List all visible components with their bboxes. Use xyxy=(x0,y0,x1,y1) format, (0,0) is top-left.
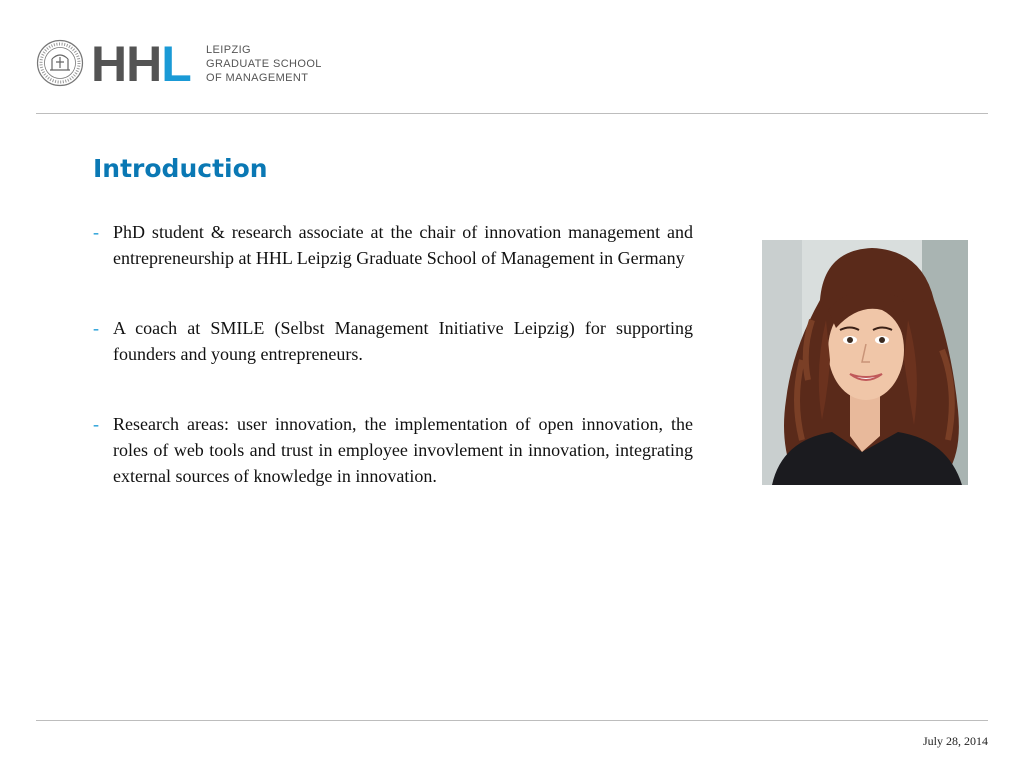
header-divider xyxy=(36,113,988,114)
slide-title: Introduction xyxy=(93,154,268,183)
footer-date: July 28, 2014 xyxy=(922,734,988,748)
university-seal-icon xyxy=(36,39,84,87)
logo-subtitle xyxy=(206,43,322,85)
bullet-marker: - xyxy=(93,318,99,338)
bullet-text: PhD student & research associate at the chair of innovation management and entrepreneurship at HHL Leipzig Graduate School of Management in Germany xyxy=(113,222,693,268)
bullet-text: Research areas: user innovation, the implementation of open innovation, the roles of web tools and trust in employee invovlement in innovation, integrating external sources of knowledge in innovation. xyxy=(113,414,693,486)
bullet-item xyxy=(93,315,693,367)
bullet-item xyxy=(93,411,693,489)
bullet-marker: - xyxy=(93,222,99,242)
logo-subtitle-line: LEIPZIG xyxy=(206,44,251,56)
logo-wordmark: HHL xyxy=(91,36,191,92)
bullet-marker: - xyxy=(93,414,99,434)
bullet-list xyxy=(93,219,693,489)
logo-subtitle-line: GRADUATE SCHOOL xyxy=(206,58,322,70)
bullet-text: A coach at SMILE (Selbst Management Initiative Leipzig) for supporting founders and young entrepreneurs. xyxy=(113,318,693,364)
portrait-illustration xyxy=(762,240,968,485)
logo-subtitle-line: OF MANAGEMENT xyxy=(206,72,309,84)
footer-divider xyxy=(36,720,988,721)
bullet-item xyxy=(93,219,693,271)
portrait-photo xyxy=(762,240,968,485)
